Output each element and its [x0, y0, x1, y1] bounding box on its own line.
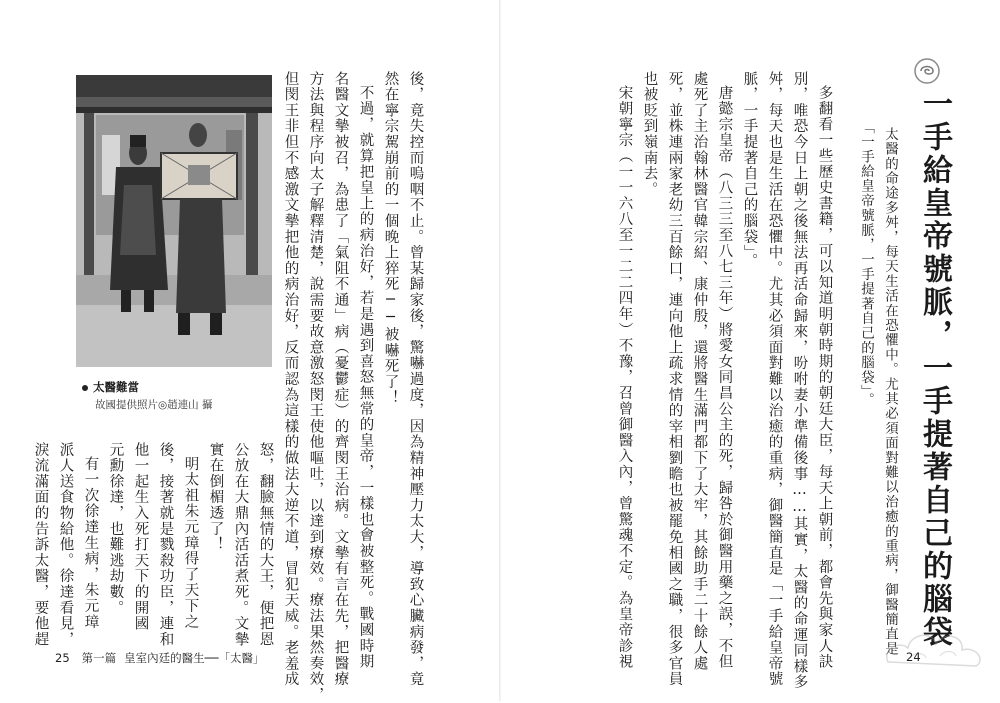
left-body-column: 公放在大鼎內活活煮死。文摰	[232, 442, 249, 648]
right-page-number: 24	[906, 650, 921, 664]
chapter-label: 皇室內廷的醫生──「太醫」	[124, 651, 265, 665]
left-footer	[55, 650, 265, 666]
left-body-column: 後，竟失控而嗚咽不止。曾某歸家後，驚嚇過度，因為精神壓力太大，導致心臟病發，竟	[407, 71, 424, 688]
right-body-column: 死，並株連兩家老幼三百餘口，連向他上疏求情的宰相劉瞻也被罷免相國之職，很多官員	[666, 71, 683, 688]
photo-caption-text: 太醫難當	[93, 380, 139, 394]
right-body-column: 也被貶到嶺南去。	[641, 71, 658, 198]
right-body-column: 宋朝寧宗（一一六八至一二二四年）不豫，召曾御醫入內，曾驚魂不定。為皇帝診視	[616, 85, 633, 670]
right-body-column: 多翻看一些歷史書籍，可以知道明朝時期的朝廷大臣，每天上朝前，都會先與家人訣	[816, 85, 833, 670]
left-body-column: 他一起生入死打天下的開國	[132, 442, 149, 632]
left-body-column: 然在寧宗駕崩前的一個晚上猝死──被嚇死了！	[382, 71, 399, 406]
right-body-column: 唐懿宗皇帝（八三三至八七三年）將愛女同昌公主的死，歸咎於御醫用藥之誤，不但	[716, 85, 733, 670]
left-body-column: 有一次徐達生病，朱元璋	[82, 456, 99, 630]
bullet-icon	[82, 385, 88, 391]
right-body-column: 別，唯恐今日上朝之後無法再活命歸來，吩咐妻小準備後事……其實，太醫的命運同樣多	[791, 71, 808, 691]
right-body-column: 脈，一手提著自己的腦袋」。	[741, 71, 758, 270]
intro-column: 「一手給皇帝號脈，一手提著自己的腦袋」。	[858, 120, 874, 408]
intro-column: 太醫的命途多舛，每天生活在恐懼中。尤其必須面對難以治癒的重病，御醫簡直是	[882, 127, 898, 657]
right-body-column: 舛，每天也是生活在恐懼中。尤其必須面對難以治癒的重病，御醫簡直是「一手給皇帝號	[766, 71, 783, 688]
left-body-column: 淚流滿面的告訴太醫，要他趕	[32, 442, 49, 648]
left-page	[0, 0, 500, 701]
cloud-ornament-icon	[880, 620, 990, 675]
photo-image	[76, 75, 272, 367]
page-gutter	[499, 0, 501, 701]
left-body-column: 明太祖朱元璋得了天下之	[182, 456, 199, 630]
left-body-column: 後，接著就是戮殺功臣，連和	[157, 442, 174, 648]
section-label: 第一篇	[81, 651, 117, 665]
photo-caption	[82, 379, 139, 395]
photo-credit: 故國提供照片◎趙連山 攝	[95, 399, 213, 411]
section-title: 一手給皇帝號脈，一手提著自己的腦袋	[917, 88, 952, 649]
left-body-column: 但閔王非但不感激文摰把他的病治好，反而認為這樣的做法大逆不道，冒犯天威。老羞成	[282, 71, 299, 688]
left-body-column: 名醫文摰被召，為患了「氣阻不通」病（憂鬱症）的齊閔王治病。文摰有言在先，把醫療	[332, 71, 349, 688]
page-number: 25	[55, 651, 70, 665]
left-body-column: 實在倒楣透了！	[207, 442, 224, 553]
left-body-column: 派人送食物給他。徐達看見，	[57, 442, 74, 648]
swirl-ornament-icon	[912, 56, 942, 86]
right-body-column: 處死了主治翰林醫官韓宗紹、康仲殷，還將醫生滿門都下了大牢，其餘助手二十餘人處	[691, 71, 708, 672]
left-body-column: 方法與程序向太子解釋清楚，說需要故意激怒閔王使他嘔吐，以達到療效。療法果然奏效，	[307, 71, 324, 703]
left-body-column: 不過，就算把皇上的病治好，若是遇到喜怒無常的皇帝，一樣也會被整死。戰國時期	[357, 85, 374, 670]
left-body-column: 怒，翻臉無情的大王，便把恩	[257, 442, 274, 648]
historical-photo	[76, 75, 272, 367]
left-body-column: 元勳徐達，也難逃劫數。	[107, 442, 124, 616]
